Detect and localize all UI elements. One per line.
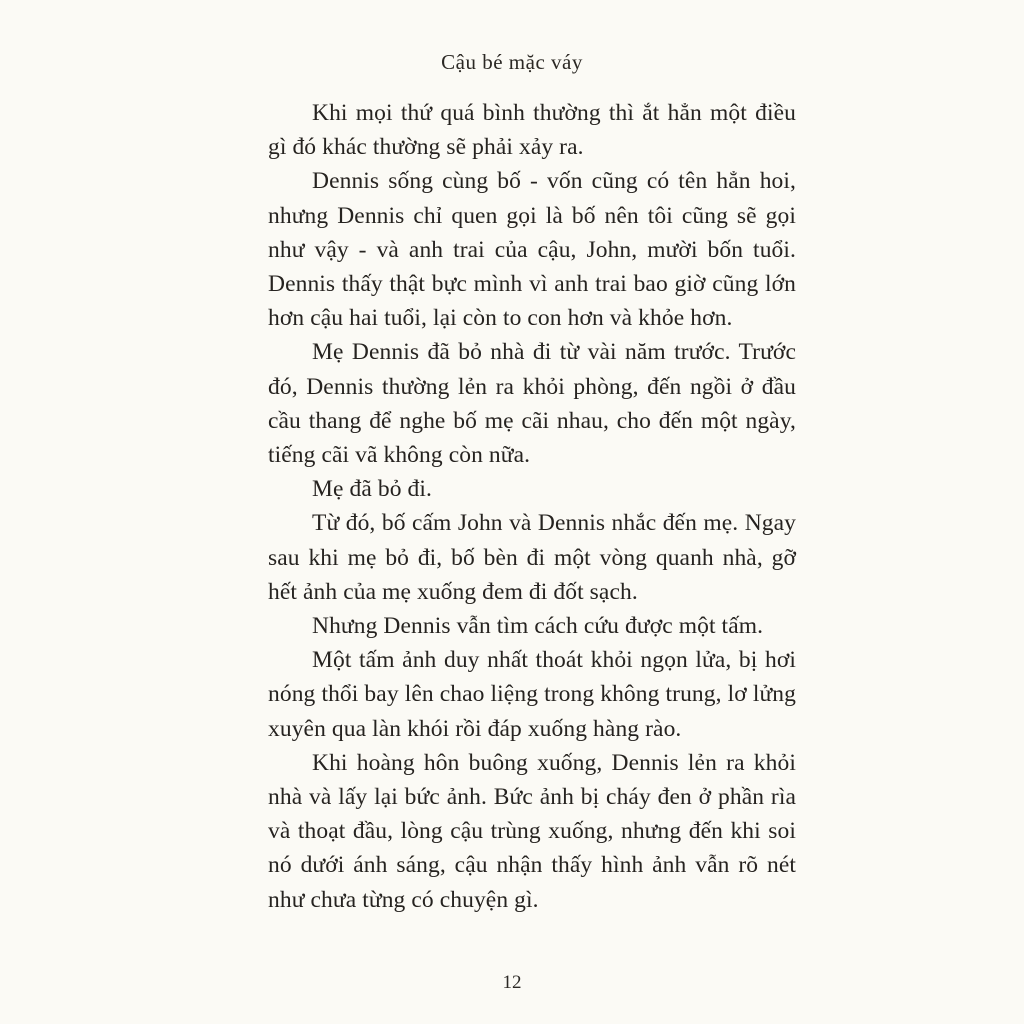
paragraph: Dennis sống cùng bố - vốn cũng có tên hẳn hoi, nhưng Dennis chỉ quen gọi là bố nên tôi cũng sẽ gọi như vậy - và anh trai của cậu, John, mười bốn tuổi. Dennis thấy thật bực mình vì anh trai bao giờ cũng lớn hơn cậu hai tuổi, lại còn to con hơn và khỏe hơn. [268,168,796,332]
paragraph: Một tấm ảnh duy nhất thoát khỏi ngọn lửa, bị hơi nóng thổi bay lên chao liệng trong không trung, lơ lửng xuyên qua làn khói rồi đáp xuống hàng rào. [268,647,796,742]
running-header: Cậu bé mặc váy [441,50,583,74]
paragraph: Khi hoàng hôn buông xuống, Dennis lẻn ra khỏi nhà và lấy lại bức ảnh. Bức ảnh bị cháy đen ở phần rìa và thoạt đầu, lòng cậu trùng xuống, nhưng đến khi soi nó dưới ánh sáng, cậu nhận thấy hình ảnh vẫn rõ nét như chưa từng có chuyện gì. [268,749,796,913]
paragraph: Từ đó, bố cấm John và Dennis nhắc đến mẹ. Ngay sau khi mẹ bỏ đi, bố bèn đi một vòng quanh nhà, gỡ hết ảnh của mẹ xuống đem đi đốt sạch. [268,510,796,605]
paragraph: Mẹ Dennis đã bỏ nhà đi từ vài năm trước. Trước đó, Dennis thường lẻn ra khỏi phòng, đến ngồi ở đầu cầu thang để nghe bố mẹ cãi nhau, cho đến một ngày, tiếng cãi vã không còn nữa. [268,339,796,469]
body-text [268,96,796,917]
page-number: 12 [502,972,522,993]
paragraph: Nhưng Dennis vẫn tìm cách cứu được một tấm. [312,613,764,640]
paragraph: Mẹ đã bỏ đi. [312,476,432,503]
paragraph: Khi mọi thứ quá bình thường thì ắt hẳn một điều gì đó khác thường sẽ phải xảy ra. [268,100,796,161]
